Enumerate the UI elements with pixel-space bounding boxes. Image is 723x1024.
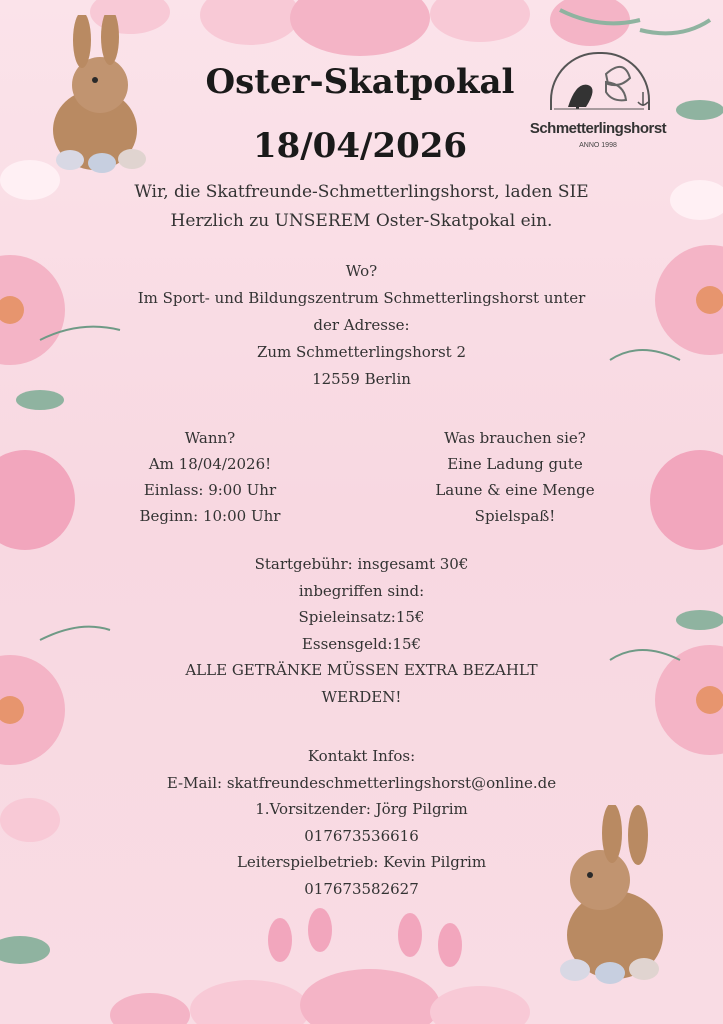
location-heading: Wo? xyxy=(345,262,378,280)
contact-email: E-Mail: skatfreundeschmetterlingshorst@online.de xyxy=(166,773,557,792)
contact-chair-phone: 017673536616 xyxy=(304,826,419,845)
contact-section xyxy=(110,743,613,902)
location-section xyxy=(120,258,603,393)
bunny-top-left-image xyxy=(40,15,170,175)
fee-drinks-line-1: ALLE GETRÄNKE MÜSSEN EXTRA BEZAHLT xyxy=(185,661,538,679)
location-street: Zum Schmetterlingshorst 2 xyxy=(256,343,467,361)
time-heading: Wann? xyxy=(184,429,236,447)
needs-line-3: Spielspaß! xyxy=(474,507,556,525)
time-date: Am 18/04/2026! xyxy=(148,455,272,473)
fee-game: Spieleinsatz:15€ xyxy=(298,608,425,626)
needs-heading: Was brauchen sie? xyxy=(444,429,586,447)
location-city: 12559 Berlin xyxy=(312,370,411,388)
contact-lead: Leiterspielbetrieb: Kevin Pilgrim xyxy=(236,853,487,871)
fees-section xyxy=(150,551,573,710)
fee-total: Startgebühr: insgesamt 30€ xyxy=(254,555,469,573)
needs-line-2: Laune & eine Menge xyxy=(435,481,595,499)
intro-line-1: Wir, die Skatfreunde-Schmetterlingshorst, laden SIE xyxy=(134,182,589,202)
time-section xyxy=(115,425,305,529)
needs-section xyxy=(420,425,610,529)
event-title xyxy=(160,50,560,178)
intro-text xyxy=(110,178,613,236)
needs-line-1: Eine Ladung gute xyxy=(447,455,583,473)
time-start: Beginn: 10:00 Uhr xyxy=(139,507,281,525)
contact-heading: Kontakt Infos: xyxy=(307,747,416,765)
bottom-flowers xyxy=(110,908,530,1024)
title-name: Oster-Skatpokal xyxy=(205,62,515,102)
top-flowers xyxy=(90,0,710,56)
right-flowers xyxy=(610,100,723,755)
logo-name: Schmetterlingshorst xyxy=(529,120,667,137)
fee-food: Essensgeld:15€ xyxy=(301,634,422,653)
title-date: 18/04/2026 xyxy=(252,126,468,166)
left-flowers xyxy=(0,160,120,964)
fee-included: inbegriffen sind: xyxy=(298,581,425,600)
contact-chair: 1.Vorsitzender: Jörg Pilgrim xyxy=(255,800,468,818)
location-line-2: der Adresse: xyxy=(313,316,410,334)
fee-drinks-line-2: WERDEN! xyxy=(321,687,402,706)
time-entry: Einlass: 9:00 Uhr xyxy=(143,481,277,499)
location-line-1: Im Sport- und Bildungszentrum Schmetterlingshorst unter xyxy=(137,289,586,307)
intro-line-2: Herzlich zu UNSEREM Oster-Skatpokal ein. xyxy=(170,211,553,231)
contact-lead-phone: 017673582627 xyxy=(304,879,419,898)
logo-subtitle: ANNO 1998 xyxy=(579,142,617,149)
